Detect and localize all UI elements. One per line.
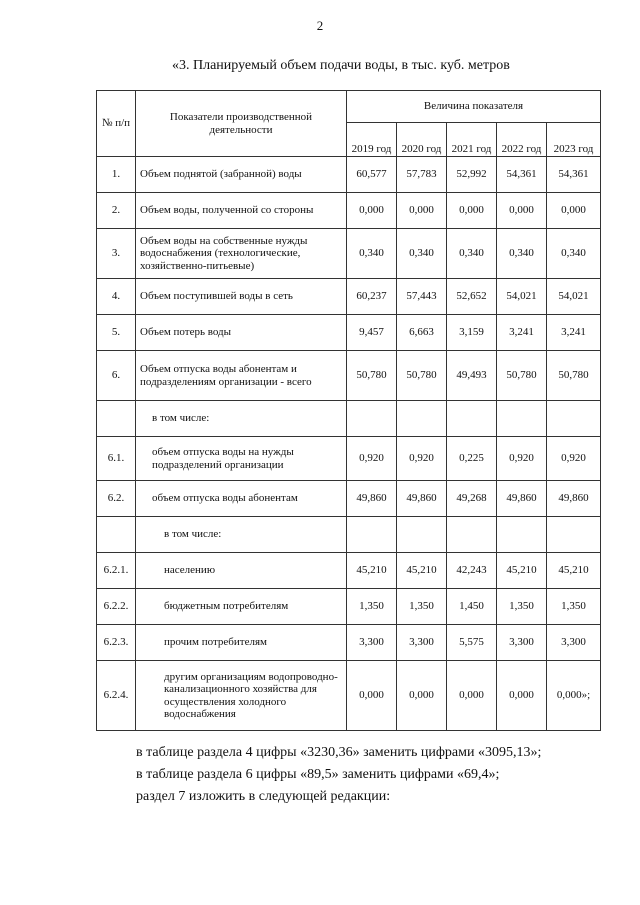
row-value: 57,443 bbox=[397, 279, 447, 315]
row-value: 49,860 bbox=[547, 481, 601, 517]
row-value bbox=[347, 401, 397, 437]
table-row bbox=[97, 193, 601, 229]
row-label: в том числе: bbox=[136, 401, 347, 437]
table-row bbox=[97, 661, 601, 731]
row-value: 49,860 bbox=[497, 481, 547, 517]
row-value: 0,340 bbox=[447, 229, 497, 279]
row-value: 49,493 bbox=[447, 351, 497, 401]
row-value: 60,577 bbox=[347, 157, 397, 193]
row-label: другим организациям водопроводно-канализационного хозяйства для осуществления холодного водоснабжения bbox=[136, 661, 347, 731]
row-value: 0,000 bbox=[397, 193, 447, 229]
header-year: 2021 год bbox=[447, 123, 497, 157]
row-value: 1,350 bbox=[497, 589, 547, 625]
row-value: 3,300 bbox=[497, 625, 547, 661]
row-label: Объем воды, полученной со стороны bbox=[136, 193, 347, 229]
row-value: 42,243 bbox=[447, 553, 497, 589]
row-number: 6.2. bbox=[97, 481, 136, 517]
row-value: 0,000 bbox=[447, 661, 497, 731]
row-label: объем отпуска воды абонентам bbox=[136, 481, 347, 517]
row-value: 3,241 bbox=[547, 315, 601, 351]
row-number: 4. bbox=[97, 279, 136, 315]
row-number: 6. bbox=[97, 351, 136, 401]
row-value: 52,652 bbox=[447, 279, 497, 315]
footer-line: в таблице раздела 6 цифры «89,5» заменить цифрами «69,4»; bbox=[136, 767, 500, 782]
row-value: 0,000 bbox=[347, 193, 397, 229]
row-value: 45,210 bbox=[547, 553, 601, 589]
row-number: 6.2.1. bbox=[97, 553, 136, 589]
row-value: 3,300 bbox=[397, 625, 447, 661]
row-value bbox=[497, 401, 547, 437]
row-value: 54,021 bbox=[547, 279, 601, 315]
row-value: 5,575 bbox=[447, 625, 497, 661]
row-value: 49,860 bbox=[397, 481, 447, 517]
row-value: 50,780 bbox=[547, 351, 601, 401]
row-label: Объем воды на собственные нужды водоснабжения (технологические, хозяйственно-питьевые) bbox=[136, 229, 347, 279]
row-label: населению bbox=[136, 553, 347, 589]
row-value: 0,340 bbox=[347, 229, 397, 279]
row-number: 6.2.4. bbox=[97, 661, 136, 731]
table-row bbox=[97, 229, 601, 279]
row-value: 49,860 bbox=[347, 481, 397, 517]
row-value: 49,268 bbox=[447, 481, 497, 517]
header-value: Величина показателя bbox=[347, 91, 601, 123]
row-value bbox=[397, 517, 447, 553]
row-number: 5. bbox=[97, 315, 136, 351]
row-number: 1. bbox=[97, 157, 136, 193]
row-value bbox=[397, 401, 447, 437]
header-indicator: Показатели производственной деятельности bbox=[136, 91, 347, 157]
footer-line: в таблице раздела 4 цифры «3230,36» заменить цифрами «3095,13»; bbox=[136, 745, 542, 760]
row-value: 45,210 bbox=[397, 553, 447, 589]
row-value: 54,361 bbox=[497, 157, 547, 193]
row-value: 45,210 bbox=[497, 553, 547, 589]
row-number: 3. bbox=[97, 229, 136, 279]
row-value: 0,340 bbox=[397, 229, 447, 279]
row-value: 0,920 bbox=[397, 437, 447, 481]
table-row bbox=[97, 625, 601, 661]
row-value: 1,350 bbox=[347, 589, 397, 625]
row-value bbox=[347, 517, 397, 553]
footer-line: раздел 7 изложить в следующей редакции: bbox=[136, 789, 391, 804]
water-supply-table bbox=[96, 90, 601, 731]
table-row bbox=[97, 589, 601, 625]
table-row bbox=[97, 481, 601, 517]
row-value: 0,340 bbox=[497, 229, 547, 279]
header-num: № п/п bbox=[97, 91, 136, 157]
row-value bbox=[497, 517, 547, 553]
row-value: 0,340 bbox=[547, 229, 601, 279]
row-label: объем отпуска воды на нужды подразделений организации bbox=[136, 437, 347, 481]
row-value: 3,241 bbox=[497, 315, 547, 351]
table-row bbox=[97, 315, 601, 351]
table-row bbox=[97, 401, 601, 437]
table-row bbox=[97, 553, 601, 589]
row-value bbox=[447, 401, 497, 437]
row-value: 1,350 bbox=[397, 589, 447, 625]
header-year: 2022 год bbox=[497, 123, 547, 157]
section-heading: «3. Планируемый объем подачи воды, в тыс. куб. метров bbox=[172, 58, 510, 73]
row-number: 6.2.2. bbox=[97, 589, 136, 625]
row-label: Объем поступившей воды в сеть bbox=[136, 279, 347, 315]
row-value: 0,000 bbox=[447, 193, 497, 229]
header-year: 2020 год bbox=[397, 123, 447, 157]
table-row bbox=[97, 517, 601, 553]
row-value: 6,663 bbox=[397, 315, 447, 351]
header-year: 2019 год bbox=[347, 123, 397, 157]
row-value: 3,300 bbox=[347, 625, 397, 661]
row-value: 9,457 bbox=[347, 315, 397, 351]
row-label: прочим потребителям bbox=[136, 625, 347, 661]
row-value: 57,783 bbox=[397, 157, 447, 193]
row-value: 52,992 bbox=[447, 157, 497, 193]
row-value: 0,920 bbox=[497, 437, 547, 481]
table-row bbox=[97, 279, 601, 315]
row-value: 0,920 bbox=[347, 437, 397, 481]
row-value: 3,300 bbox=[547, 625, 601, 661]
row-value: 1,350 bbox=[547, 589, 601, 625]
row-value: 50,780 bbox=[347, 351, 397, 401]
row-number: 6.2.3. bbox=[97, 625, 136, 661]
row-value: 0,225 bbox=[447, 437, 497, 481]
row-number: 2. bbox=[97, 193, 136, 229]
row-value: 0,000 bbox=[497, 193, 547, 229]
row-number bbox=[97, 401, 136, 437]
row-value: 0,000 bbox=[547, 193, 601, 229]
row-number bbox=[97, 517, 136, 553]
row-value bbox=[447, 517, 497, 553]
row-label: Объем поднятой (забранной) воды bbox=[136, 157, 347, 193]
row-number: 6.1. bbox=[97, 437, 136, 481]
row-label: Объем потерь воды bbox=[136, 315, 347, 351]
table-row bbox=[97, 157, 601, 193]
row-value: 54,021 bbox=[497, 279, 547, 315]
row-value: 45,210 bbox=[347, 553, 397, 589]
page-number: 2 bbox=[316, 18, 324, 33]
row-label: Объем отпуска воды абонентам и подразделениям организации - всего bbox=[136, 351, 347, 401]
table-row bbox=[97, 351, 601, 401]
row-label: в том числе: bbox=[136, 517, 347, 553]
row-value: 1,450 bbox=[447, 589, 497, 625]
row-value: 60,237 bbox=[347, 279, 397, 315]
row-value: 0,000 bbox=[397, 661, 447, 731]
row-value: 54,361 bbox=[547, 157, 601, 193]
row-value: 0,000 bbox=[497, 661, 547, 731]
table-row bbox=[97, 437, 601, 481]
row-value bbox=[547, 517, 601, 553]
row-value: 0,920 bbox=[547, 437, 601, 481]
row-value: 50,780 bbox=[497, 351, 547, 401]
row-value: 0,000»; bbox=[547, 661, 601, 731]
row-value: 3,159 bbox=[447, 315, 497, 351]
row-value bbox=[547, 401, 601, 437]
header-year: 2023 год bbox=[547, 123, 601, 157]
row-value: 0,000 bbox=[347, 661, 397, 731]
row-value: 50,780 bbox=[397, 351, 447, 401]
row-label: бюджетным потребителям bbox=[136, 589, 347, 625]
